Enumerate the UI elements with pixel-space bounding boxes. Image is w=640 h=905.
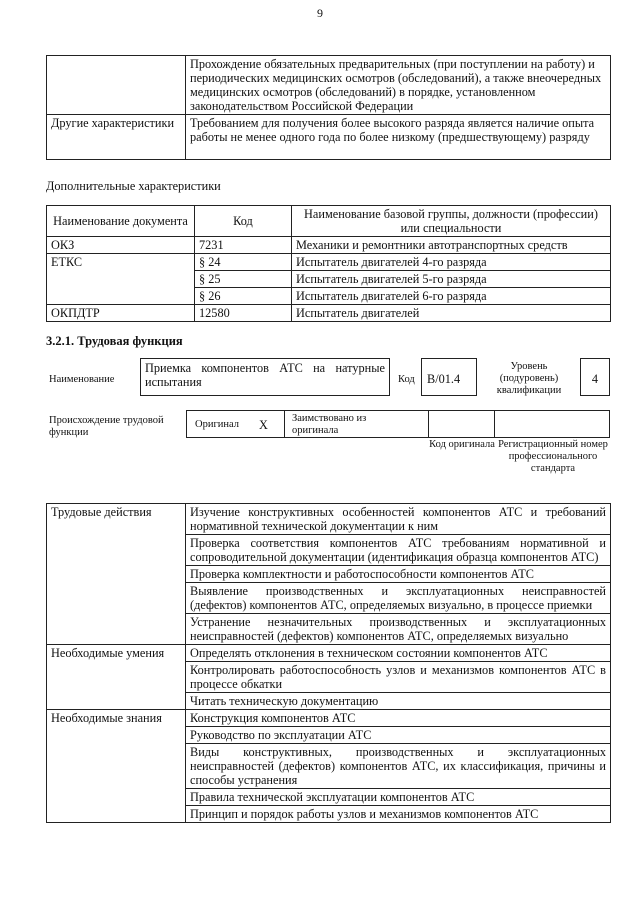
cell-doc: ЕТКС: [47, 254, 195, 305]
item: Определять отклонения в техническом состоянии компонентов АТС: [186, 645, 611, 662]
labor-function-table: [46, 503, 611, 823]
table-row: [47, 710, 611, 727]
level-box: [580, 358, 610, 396]
function-name: Приемка компонентов АТС на натурные испытания: [145, 361, 385, 389]
additional-characteristics-table: [46, 205, 611, 322]
cell-code: 12580: [195, 305, 292, 322]
item: Изучение конструктивных особенностей компонентов АТС и требований нормативной технической документации к ним: [186, 504, 611, 535]
level-label: Уровень (подуровень) квалификации: [496, 361, 562, 396]
additional-characteristics-title: Дополнительные характеристики: [46, 179, 221, 193]
name-label: Наименование: [49, 374, 115, 385]
row-label: [47, 56, 186, 115]
table-row: [47, 305, 611, 322]
cell-code: § 26: [195, 288, 292, 305]
item: Конструкция компонентов АТС: [186, 710, 611, 727]
table-row: [47, 115, 611, 160]
cell-name: Испытатель двигателей 6-го разряда: [292, 288, 611, 305]
top-characteristics-table: [46, 55, 611, 160]
table-header-row: [47, 206, 611, 237]
section-title: 3.2.1. Трудовая функция: [46, 334, 183, 348]
function-code-box: [421, 358, 477, 396]
item: Выявление производственных и эксплуатационных неисправностей (дефектов) компонентов АТС, определяемых визуально, в процессе приемки: [186, 583, 611, 614]
cell-code: 7231: [195, 237, 292, 254]
table-row: [47, 645, 611, 662]
item: Принцип и порядок работы узлов и механизмов компонентов АТС: [186, 806, 611, 823]
page-number: 9: [317, 6, 323, 20]
cell-code: § 24: [195, 254, 292, 271]
original-mark: X: [259, 418, 268, 432]
cell-name: Испытатель двигателей 4-го разряда: [292, 254, 611, 271]
cell-name: Механики и ремонтники автотранспортных средств: [292, 237, 611, 254]
cell-name: Испытатель двигателей 5-го разряда: [292, 271, 611, 288]
row-text: Прохождение обязательных предварительных (при поступлении на работу) и периодических медицинских осмотров (обследований), а также внеочередных медицинских осмотров (обследований) в порядке, установленном законодательством Российской Федерации: [186, 56, 611, 115]
original-label: Оригинал: [195, 419, 239, 430]
function-name-box: [140, 358, 390, 396]
header-name: Наименование базовой группы, должности (профессии) или специальности: [292, 206, 611, 237]
row-label-knowledge: Необходимые знания: [47, 710, 186, 823]
item: Руководство по эксплуатации АТС: [186, 727, 611, 744]
cell-doc: ОКПДТР: [47, 305, 195, 322]
origin-divider: [494, 410, 495, 438]
row-label-actions: Трудовые действия: [47, 504, 186, 645]
code-original-caption: Код оригинала: [429, 439, 495, 450]
row-label: Другие характеристики: [47, 115, 186, 160]
table-row: [47, 56, 611, 115]
table-row: [47, 254, 611, 271]
header-doc: Наименование документа: [47, 206, 195, 237]
cell-code: § 25: [195, 271, 292, 288]
item: Виды конструктивных, производственных и эксплуатационных неисправностей (дефектов) компонентов АТС, их классификация, причины и способы устранения: [186, 744, 611, 789]
item: Правила технической эксплуатации компонентов АТС: [186, 789, 611, 806]
code-label: Код: [398, 374, 415, 385]
item: Читать техническую документацию: [186, 693, 611, 710]
origin-divider: [284, 410, 285, 438]
table-row: [47, 504, 611, 535]
item: Контролировать работоспособность узлов и механизмов компонентов АТС в процессе обкатки: [186, 662, 611, 693]
item: Проверка соответствия компонентов АТС требованиям нормативной и сопроводительной документации (идентификация образца компонентов АТС): [186, 535, 611, 566]
table-row: [47, 237, 611, 254]
borrowed-label: Заимствовано из оригинала: [292, 413, 367, 436]
header-code: Код: [195, 206, 292, 237]
cell-name: Испытатель двигателей: [292, 305, 611, 322]
item: Проверка комплектности и работоспособности компонентов АТС: [186, 566, 611, 583]
item: Устранение незначительных производственных и эксплуатационных неисправностей (дефектов) компонентов АТС, определяемых визуально: [186, 614, 611, 645]
origin-label: Происхождение трудовой функции: [49, 415, 164, 438]
reg-number-caption: Регистрационный номер профессионального стандарта: [498, 439, 608, 474]
origin-divider: [428, 410, 429, 438]
level-value: 4: [591, 372, 599, 386]
cell-doc: ОКЗ: [47, 237, 195, 254]
function-code: B/01.4: [427, 372, 461, 386]
row-label-skills: Необходимые умения: [47, 645, 186, 710]
row-text: Требованием для получения более высокого разряда является наличие опыта работы не менее одного года по более низкому (предшествующему) разряду: [186, 115, 611, 160]
